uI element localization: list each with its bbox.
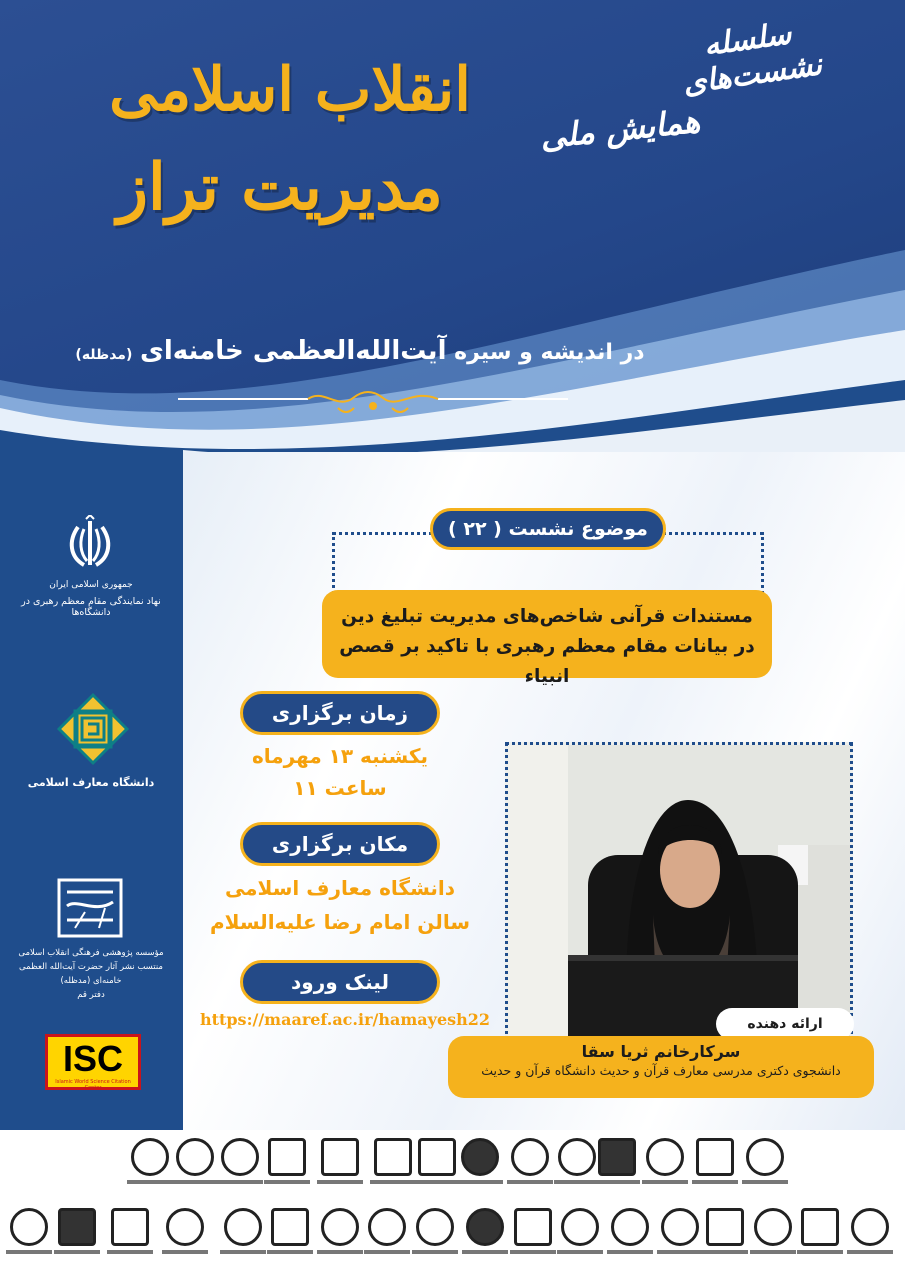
institute-logo-icon (55, 872, 125, 942)
ornament-divider-icon (178, 388, 568, 418)
sponsor-logo (455, 1138, 505, 1200)
sponsor-logo (748, 1208, 798, 1270)
sponsor-logo (508, 1208, 558, 1270)
sponsor-logo (605, 1208, 655, 1270)
presenter-photo (505, 742, 853, 1042)
time-hour: ساعت ۱۱ (293, 776, 387, 800)
main-title-line1: مدیریت تراز (117, 150, 443, 225)
series-title: سلسله نشست‌های (680, 16, 825, 102)
sponsor-logo (218, 1208, 268, 1270)
sponsor-logo (460, 1208, 510, 1270)
isc-logo-subtitle: Islamic World Science Citation Center (55, 1079, 131, 1091)
sponsor-book-icon (558, 1138, 596, 1176)
sponsor-arch-icon (418, 1138, 456, 1176)
sponsor-book-icon (416, 1208, 454, 1246)
sponsor-pattern-icon (271, 1208, 309, 1246)
sponsor-letter-icon (611, 1208, 649, 1246)
institute-caption (6, 946, 176, 1002)
sponsor-pattern-icon (514, 1208, 552, 1246)
sponsor-logo (315, 1138, 365, 1200)
sponsor-row-1 (0, 1138, 905, 1208)
sponsor-calligraphy-icon (321, 1138, 359, 1176)
sponsor-logo (655, 1208, 705, 1270)
sponsor-logo (412, 1138, 462, 1200)
subtitle-prefix: در اندیشه و سیره (454, 340, 645, 365)
sponsor-logo (740, 1138, 790, 1200)
topic-label: موضوع نشست ( ۲۲ ) (430, 508, 666, 550)
time-label: زمان برگزاری (240, 691, 440, 735)
presenter-title: دانشجوی دکتری مدرسی معارف قرآن و حدیث دانشگاه قرآن و حدیث (481, 1063, 841, 1078)
presenter-name: سرکارخانم ثریا سقا (581, 1042, 741, 1061)
institute-name: مؤسسه پژوهشی فرهنگی انقلاب اسلامی (18, 948, 164, 958)
sponsor-emblem-icon (166, 1208, 204, 1246)
sponsor-calligraphy-icon (268, 1138, 306, 1176)
sponsor-logo (368, 1138, 418, 1200)
gov-caption: جمهوری اسلامی ایران (49, 580, 133, 590)
venue-label: مکان برگزاری (240, 822, 440, 866)
sponsor-calligraphy-icon (801, 1208, 839, 1246)
sponsor-flower-icon (851, 1208, 889, 1246)
sponsor-dome-icon (466, 1208, 504, 1246)
sponsor-building-icon (706, 1208, 744, 1246)
topic-line2: در بیانات مقام معظم رهبری با تاکید بر قصص انبیاء (339, 636, 755, 687)
topic-line1: مستندات قرآنی شاخص‌های مدیریت تبلیغ دین (341, 606, 753, 627)
sponsor-logo (700, 1208, 750, 1270)
sponsor-grid-icon (598, 1138, 636, 1176)
sponsor-logo (125, 1138, 175, 1200)
sponsor-circle-icon (511, 1138, 549, 1176)
institute-subtitle: منتسب نشر آثار حضرت آیت‌الله العظمی خامنه‌ای (مدظله) (19, 962, 163, 986)
sponsor-logo (640, 1138, 690, 1200)
isc-logo (45, 1034, 141, 1090)
sponsor-logo (215, 1138, 265, 1200)
sponsor-flower-icon (224, 1208, 262, 1246)
sponsor-sun-icon (321, 1208, 359, 1246)
sponsor-dome-icon (221, 1138, 259, 1176)
sponsor-circle-icon (368, 1208, 406, 1246)
sponsor-logo (4, 1208, 54, 1270)
sponsor-logo (170, 1138, 220, 1200)
header-banner (0, 0, 905, 470)
sponsor-logo (845, 1208, 895, 1270)
sponsor-logo (795, 1208, 845, 1270)
topic-text (322, 590, 772, 687)
time-day: یکشنبه ۱۳ مهرماه (251, 744, 429, 768)
sponsor-emblem-icon (646, 1138, 684, 1176)
subtitle-paren: (مدظله) (75, 347, 133, 363)
sponsor-seal-icon (10, 1208, 48, 1246)
subtitle-name: آیت‌الله‌العظمی خامنه‌ای (140, 336, 447, 366)
sponsor-logo (410, 1208, 460, 1270)
sponsor-logos (0, 1130, 905, 1280)
sponsor-calligraphy-icon (58, 1208, 96, 1246)
registration-link[interactable]: https://maaref.ac.ir/hamayesh22 (199, 1010, 491, 1029)
presenter-info (448, 1036, 874, 1098)
sponsor-flower-icon (131, 1138, 169, 1176)
sponsor-logo (262, 1138, 312, 1200)
sponsor-logo (552, 1138, 602, 1200)
presenter-illustration (508, 745, 853, 1042)
presenter-label: ارائه دهنده (716, 1008, 854, 1040)
sponsor-row-2 (0, 1208, 905, 1278)
sponsor-university-icon (461, 1138, 499, 1176)
sponsor-triangle-icon (754, 1208, 792, 1246)
sponsor-house-icon (374, 1138, 412, 1176)
sponsor-logo (362, 1208, 412, 1270)
sponsor-logo (315, 1208, 365, 1270)
sponsor-logo (105, 1208, 155, 1270)
sponsor-logo (265, 1208, 315, 1270)
sponsor-logo (160, 1208, 210, 1270)
isc-logo-text: ISC (62, 1038, 123, 1079)
main-title-line2: انقلاب اسلامی (109, 55, 471, 125)
representation-caption: نهاد نمایندگی مقام معظم رهبری در دانشگاه‌ها (21, 596, 161, 618)
sponsor-seminary-icon (696, 1138, 734, 1176)
link-label: لینک ورود (240, 960, 440, 1004)
university-logo-icon (52, 688, 134, 770)
sponsor-building-icon (176, 1138, 214, 1176)
sponsor-logo (505, 1138, 555, 1200)
university-caption: دانشگاه معارف اسلامی (27, 776, 155, 789)
sponsor-logo (555, 1208, 605, 1270)
sponsor-book-icon (111, 1208, 149, 1246)
conference-title: همایش ملی (538, 101, 702, 157)
venue-line2: سالن امام رضا علیه‌السلام (209, 910, 470, 934)
subtitle (40, 336, 680, 366)
sponsor-logo (690, 1138, 740, 1200)
venue-line1: دانشگاه معارف اسلامی (224, 876, 456, 900)
sponsor-stroke-icon (661, 1208, 699, 1246)
institute-office: دفتر قم (77, 990, 105, 1000)
sponsor-arch-icon (561, 1208, 599, 1246)
sponsor-emblem-icon (746, 1138, 784, 1176)
iran-emblem-icon (60, 515, 120, 575)
sponsor-logo (52, 1208, 102, 1270)
